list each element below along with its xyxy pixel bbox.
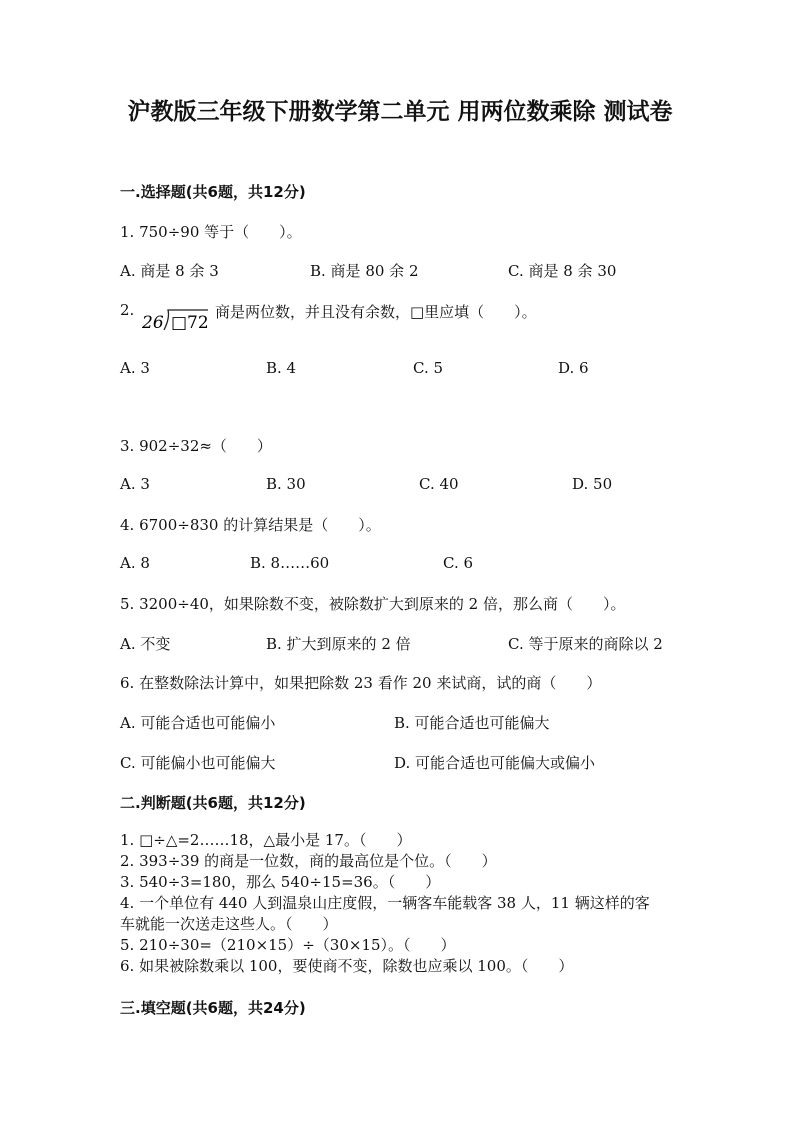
q3-option-b: B. 30 [266, 475, 306, 493]
q6-option-a: A. 可能合适也可能偏小 [120, 714, 276, 732]
question-1: 1. 750÷90 等于（ ）。 [120, 223, 302, 241]
judge-item-1: 1. □÷△=2……18，△最小是 17。（ ） [120, 831, 412, 849]
question-5: 5. 3200÷40，如果除数不变，被除数扩大到原来的 2 倍，那么商（ ）。 [120, 595, 626, 613]
section-heading-fill: 三.填空题(共6题，共24分) [120, 999, 306, 1017]
q5-option-b: B. 扩大到原来的 2 倍 [266, 635, 411, 653]
judge-item-5: 5. 210÷30=（210×15）÷（30×15）。（ ） [120, 936, 456, 954]
q3-option-a: A. 3 [120, 475, 150, 493]
q5-option-a: A. 不变 [120, 635, 171, 653]
question-2-number: 2. [120, 301, 135, 319]
q1-option-b: B. 商是 80 余 2 [310, 262, 419, 280]
long-division-divisor: 26 [142, 313, 164, 332]
q4-option-a: A. 8 [120, 554, 150, 572]
page-title: 沪教版三年级下册数学第二单元 用两位数乘除 测试卷 [127, 99, 673, 125]
q2-option-c: C. 5 [413, 359, 444, 377]
question-4: 4. 6700÷830 的计算结果是（ ）。 [120, 516, 381, 534]
q6-option-c: C. 可能偏小也可能偏大 [120, 754, 276, 772]
long-division-dividend: □72 [171, 313, 209, 332]
q1-option-a: A. 商是 8 余 3 [120, 262, 219, 280]
judge-item-6: 6. 如果被除数乘以 100，要使商不变，除数也应乘以 100。（ ） [120, 957, 574, 975]
long-division-figure [140, 306, 210, 332]
q4-option-b: B. 8……60 [250, 554, 330, 572]
section-heading-choice: 一.选择题(共6题，共12分) [120, 183, 306, 201]
question-3: 3. 902÷32≈（ ） [120, 437, 272, 455]
judge-item-4: 4. 一个单位有 440 人到温泉山庄度假，一辆客车能载客 38 人，11 辆这样的客 [120, 894, 650, 912]
q2-option-d: D. 6 [558, 359, 589, 377]
question-2-text: 商是两位数，并且没有余数，□里应填（ ）。 [215, 303, 537, 321]
judge-item-4-continued: 车就能一次送走这些人。（ ） [120, 915, 338, 933]
q2-option-b: B. 4 [266, 359, 297, 377]
question-6: 6. 在整数除法计算中，如果把除数 23 看作 20 来试商，试的商（ ） [120, 674, 602, 692]
q3-option-d: D. 50 [572, 475, 613, 493]
judge-item-2: 2. 393÷39 的商是一位数，商的最高位是个位。（ ） [120, 852, 497, 870]
q5-option-c: C. 等于原来的商除以 2 [508, 635, 663, 653]
q6-option-b: B. 可能合适也可能偏大 [394, 714, 550, 732]
q3-option-c: C. 40 [419, 475, 459, 493]
q4-option-c: C. 6 [443, 554, 474, 572]
q1-option-c: C. 商是 8 余 30 [508, 262, 617, 280]
q6-option-d: D. 可能合适也可能偏大或偏小 [394, 754, 596, 772]
section-heading-judge: 二.判断题(共6题，共12分) [120, 794, 306, 812]
judge-item-3: 3. 540÷3=180，那么 540÷15=36。（ ） [120, 873, 441, 891]
q2-option-a: A. 3 [120, 359, 150, 377]
